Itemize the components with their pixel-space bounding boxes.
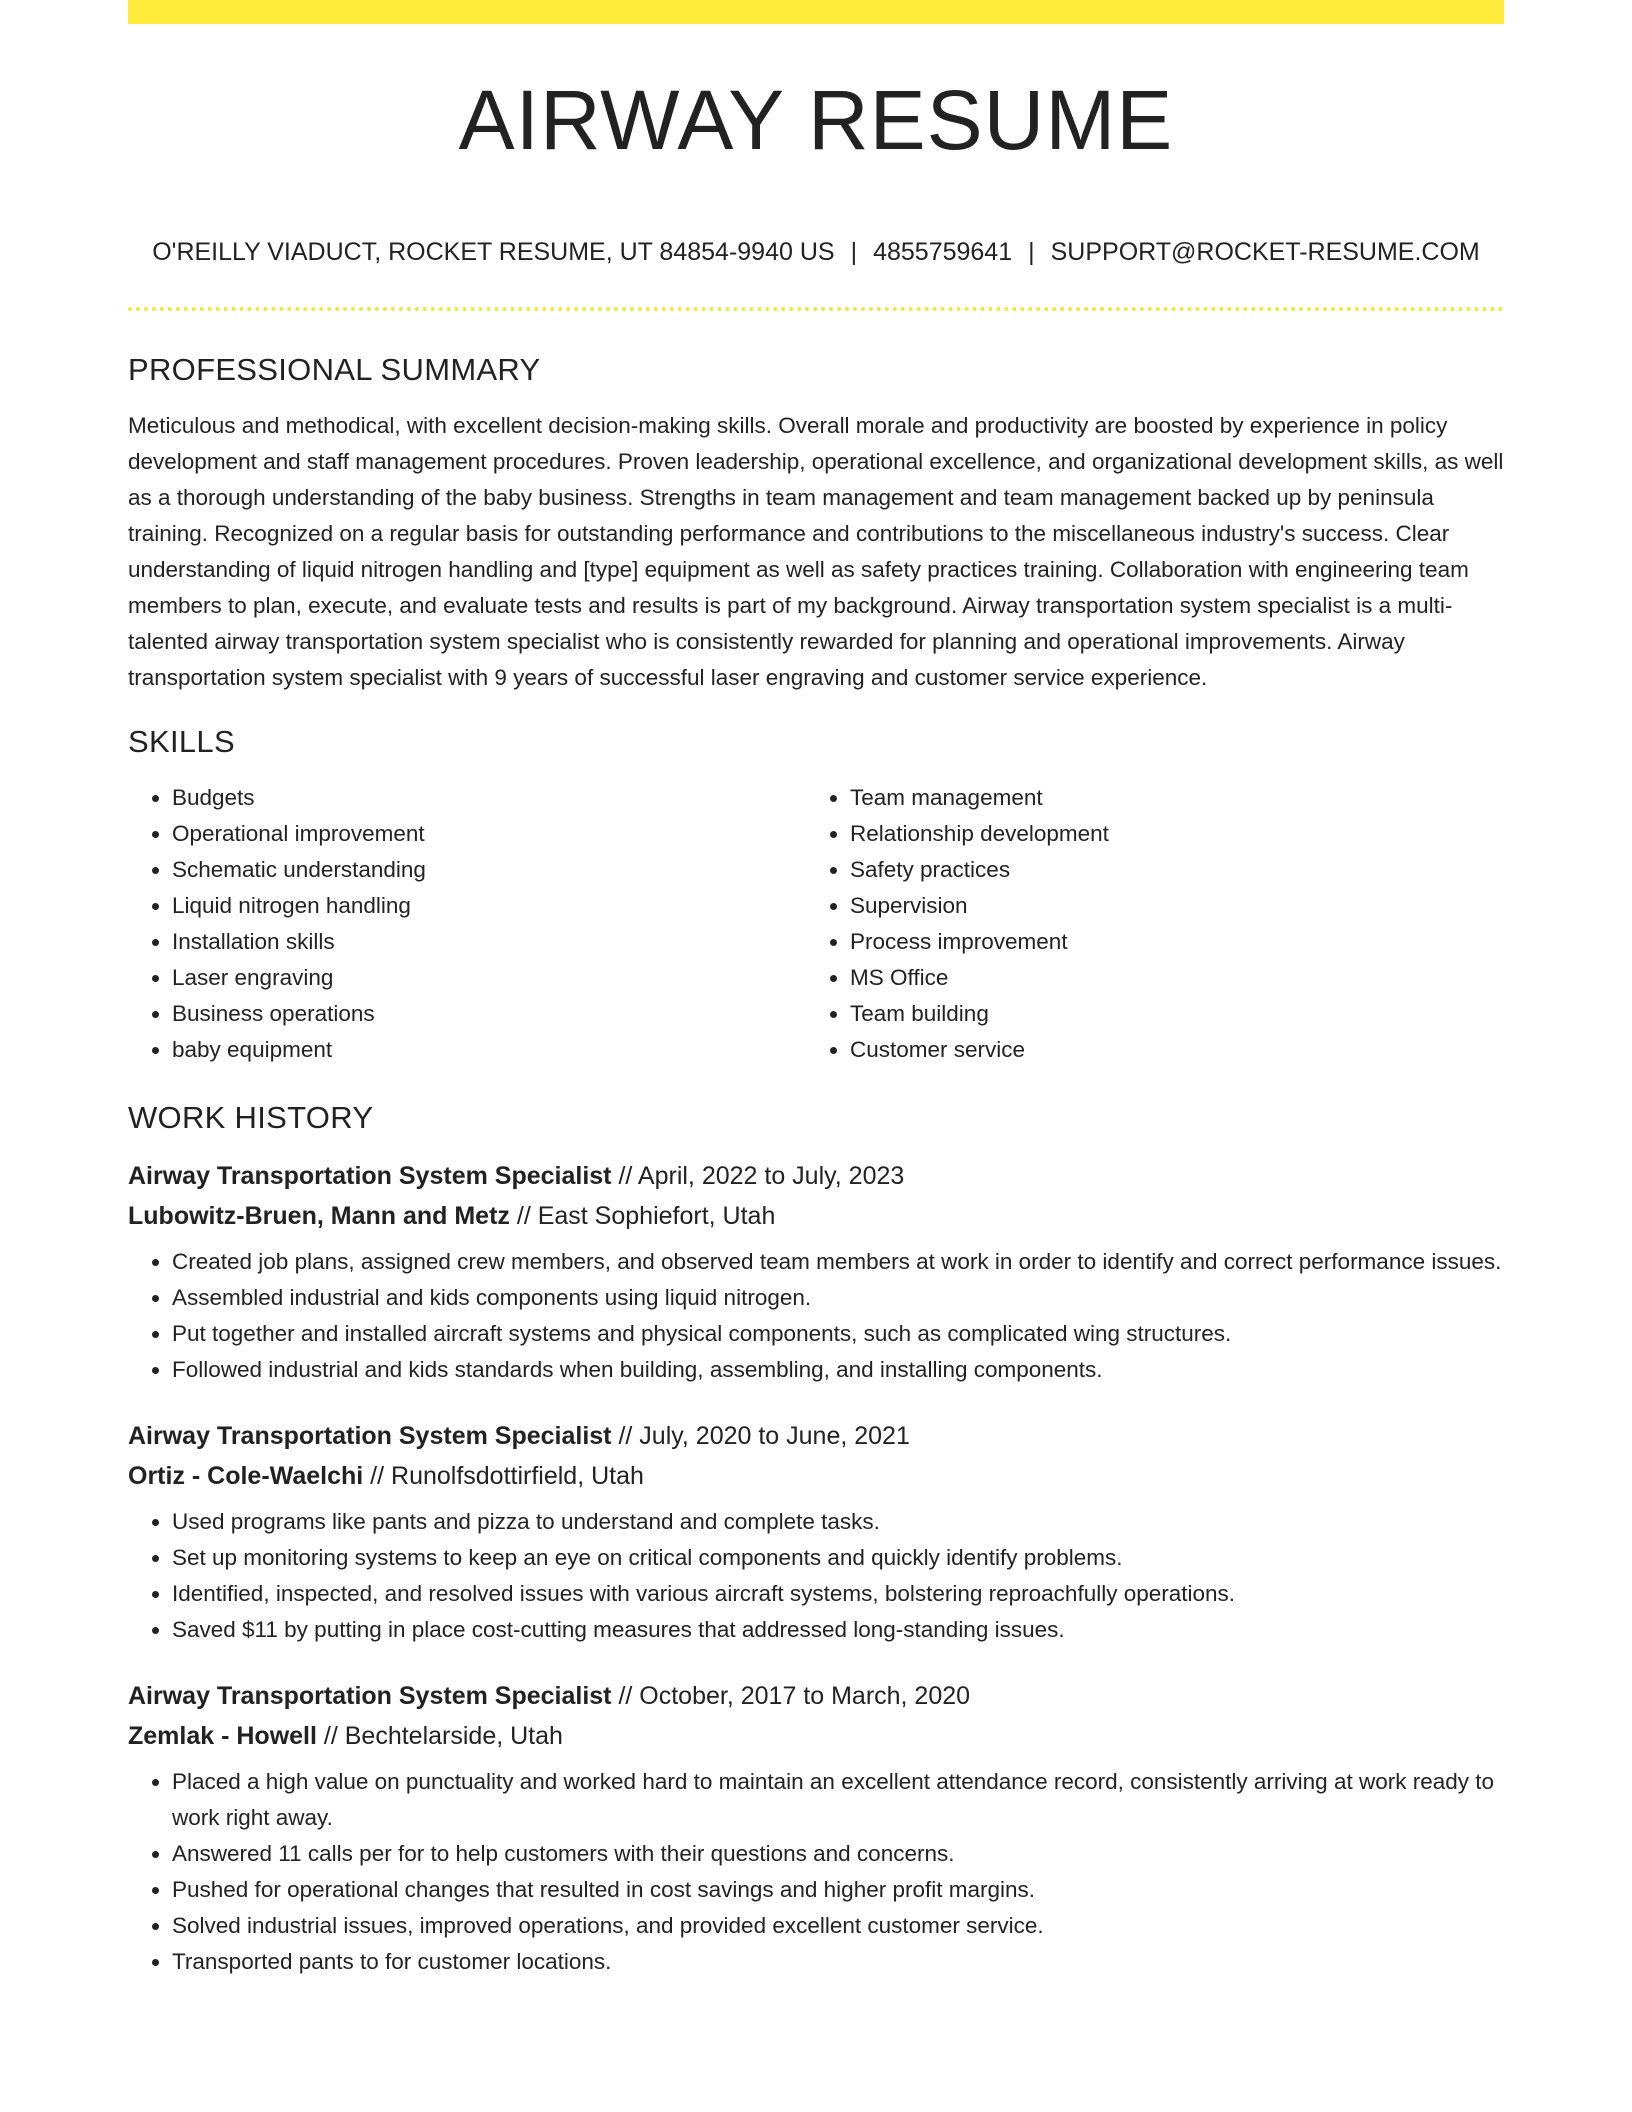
- job-bullets: [128, 1244, 1504, 1388]
- job-company-line: [128, 1196, 1504, 1236]
- skills-heading: SKILLS: [128, 724, 235, 759]
- skill-item: • MS Office: [850, 960, 1484, 996]
- skill-item: • Business operations: [172, 996, 806, 1032]
- skill-item: • Customer service: [850, 1032, 1484, 1068]
- job-location: // East Sophiefort, Utah: [516, 1202, 776, 1230]
- skill-item: • Relationship development: [850, 816, 1484, 852]
- skill-item: • Schematic understanding: [172, 852, 806, 888]
- job-title-line: [128, 1676, 1504, 1716]
- job-company: Ortiz - Cole-Waelchi: [128, 1462, 364, 1490]
- job-bullet: • Assembled industrial and kids components using liquid nitrogen.: [172, 1280, 1504, 1316]
- skill-item: • Installation skills: [172, 924, 806, 960]
- contact-line: [0, 238, 1632, 267]
- contact-separator: |: [850, 238, 858, 266]
- job-entry: [128, 1676, 1504, 1980]
- job-title-line: [128, 1156, 1504, 1196]
- job-entry: [128, 1416, 1504, 1648]
- summary-heading: PROFESSIONAL SUMMARY: [128, 352, 541, 387]
- job-company: Lubowitz-Bruen, Mann and Metz: [128, 1202, 510, 1230]
- skill-item: • baby equipment: [172, 1032, 806, 1068]
- skill-item: • Operational improvement: [172, 816, 806, 852]
- job-company-line: [128, 1716, 1504, 1756]
- job-title: Airway Transportation System Specialist: [128, 1162, 612, 1190]
- job-bullet: • Followed industrial and kids standards when building, assembling, and installing components.: [172, 1352, 1504, 1388]
- job-dates: // July, 2020 to June, 2021: [618, 1422, 910, 1450]
- skill-item: • Team management: [850, 780, 1484, 816]
- skill-item: • Budgets: [172, 780, 806, 816]
- job-bullet: • Solved industrial issues, improved operations, and provided excellent customer service.: [172, 1908, 1504, 1944]
- job-location: // Bechtelarside, Utah: [323, 1722, 563, 1750]
- summary-section: [128, 350, 1504, 696]
- contact-address: O'REILLY VIADUCT, ROCKET RESUME, UT 84854-9940 US: [152, 238, 835, 266]
- work-history-heading: WORK HISTORY: [128, 1100, 374, 1135]
- summary-text: Meticulous and methodical, with excellent decision-making skills. Overall morale and productivity are boosted by experience in policy development and staff management procedures. Proven leadership, operational excellence, and organizational development skills, as well as a thorough understanding of the baby business. Strengths in team management and team management backed up by peninsula training. Recognized on a regular basis for outstanding performance and contributions to the miscellaneous industry's success. Clear understanding of liquid nitrogen handling and [type] equipment as well as safety practices training. Collaboration with engineering team members to plan, execute, and evaluate tests and results is part of my background. Airway transportation system specialist is a multi-talented airway transportation system specialist who is consistently rewarded for planning and operational improvements. Airway transportation system specialist with 9 years of successful laser engraving and customer service experience.: [128, 413, 1504, 690]
- skill-item: • Process improvement: [850, 924, 1484, 960]
- resume-content: [128, 350, 1504, 2008]
- job-bullet: • Answered 11 calls per for to help customers with their questions and concerns.: [172, 1836, 1504, 1872]
- skill-item: • Safety practices: [850, 852, 1484, 888]
- job-dates: // April, 2022 to July, 2023: [618, 1162, 905, 1190]
- contact-separator: |: [1028, 238, 1035, 266]
- skill-item: • Liquid nitrogen handling: [172, 888, 806, 924]
- skills-columns: [128, 780, 1504, 1068]
- skill-item: • Supervision: [850, 888, 1484, 924]
- job-entry: [128, 1156, 1504, 1388]
- job-company: Zemlak - Howell: [128, 1722, 317, 1750]
- resume-title: AIRWAY RESUME: [458, 73, 1174, 167]
- job-bullet: • Saved $11 by putting in place cost-cutting measures that addressed long-standing issues.: [172, 1612, 1504, 1648]
- work-history-section: [128, 1098, 1504, 1980]
- job-bullet: • Put together and installed aircraft systems and physical components, such as complicated wing structures.: [172, 1316, 1504, 1352]
- job-bullet: • Used programs like pants and pizza to understand and complete tasks.: [172, 1504, 1504, 1540]
- contact-email: SUPPORT@ROCKET-RESUME.COM: [1050, 238, 1480, 266]
- job-location: // Runolfsdottirfield, Utah: [370, 1462, 644, 1490]
- job-bullet: • Identified, inspected, and resolved issues with various aircraft systems, bolstering reproachfully operations.: [172, 1576, 1504, 1612]
- job-bullet: • Pushed for operational changes that resulted in cost savings and higher profit margins.: [172, 1872, 1504, 1908]
- skills-section: [128, 722, 1504, 1068]
- skill-item: • Laser engraving: [172, 960, 806, 996]
- job-title-line: [128, 1416, 1504, 1456]
- job-bullet: • Created job plans, assigned crew members, and observed team members at work in order to identify and correct performance issues.: [172, 1244, 1504, 1280]
- skill-item: • Team building: [850, 996, 1484, 1032]
- job-company-line: [128, 1456, 1504, 1496]
- skills-list-right: [806, 780, 1484, 1068]
- job-bullet: • Set up monitoring systems to keep an eye on critical components and quickly identify problems.: [172, 1540, 1504, 1576]
- job-title: Airway Transportation System Specialist: [128, 1422, 612, 1450]
- skills-list-left: [128, 780, 806, 1068]
- accent-bar: [128, 0, 1504, 24]
- header-divider: [128, 307, 1504, 311]
- job-dates: // October, 2017 to March, 2020: [618, 1682, 971, 1710]
- job-bullets: [128, 1504, 1504, 1648]
- job-title: Airway Transportation System Specialist: [128, 1682, 612, 1710]
- job-bullet: • Transported pants to for customer locations.: [172, 1944, 1504, 1980]
- contact-phone: 4855759641: [873, 238, 1013, 266]
- job-bullets: [128, 1764, 1504, 1980]
- job-bullet: • Placed a high value on punctuality and worked hard to maintain an excellent attendance record, consistently arriving at work ready to work right away.: [172, 1764, 1504, 1836]
